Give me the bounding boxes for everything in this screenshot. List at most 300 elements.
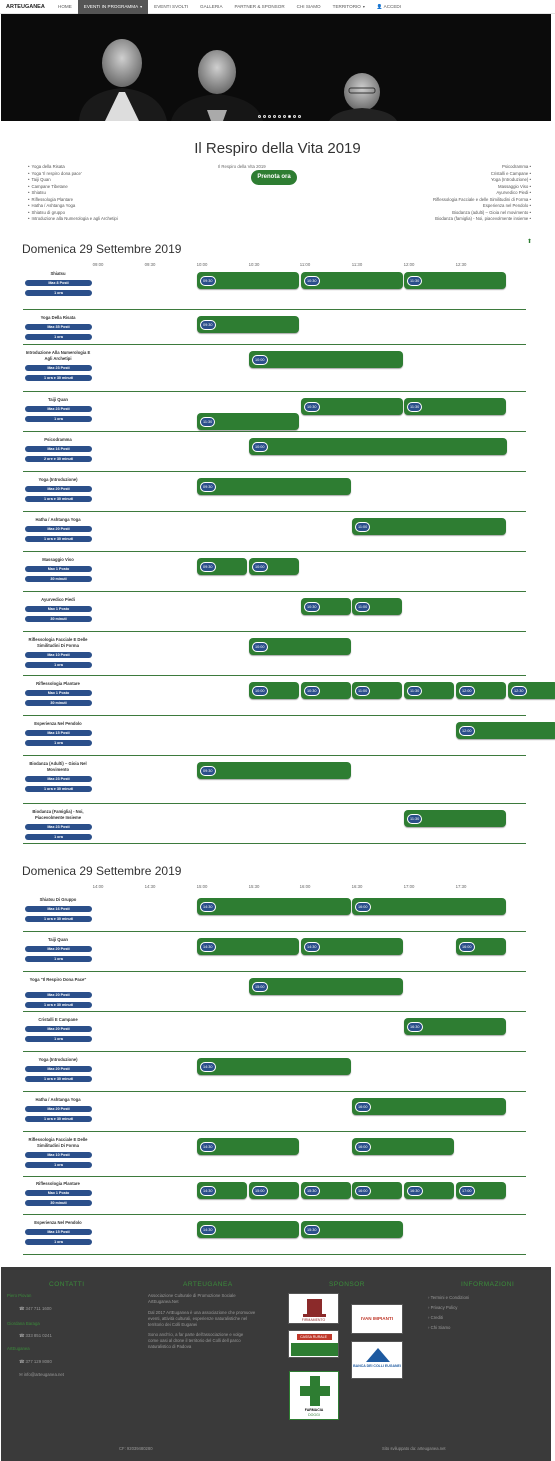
session-slot[interactable] [197,272,299,289]
about-line: Dal 2017 ArtEuganea è una associazione che promuove [148,1310,256,1315]
duration-badge: 30 minuti [25,616,92,622]
activity-row [23,345,526,392]
duration-badge: 2 ore e 30 minuti [25,456,92,462]
places-badge: Max 23 Posti [25,824,92,830]
session-time: 09:30 [200,482,216,492]
phone-icon: ☎ [19,1306,26,1311]
nav-label: PARTNER & SPONSOR [234,4,285,9]
hero-slider [1,14,551,121]
chevron-right-icon: › [428,1325,431,1330]
session-time: 12:30 [511,686,527,696]
session-slot[interactable] [249,682,299,699]
activity-link[interactable]: • Introduzione alla Numerologia e agli Archetipi [28,216,118,223]
session-slot[interactable] [197,1221,299,1238]
nav-item-1[interactable] [78,0,148,14]
page-title: Il Respiro della Vita 2019 [194,140,361,157]
places-badge: Max 1 Posto [25,1190,92,1196]
contact-text: 333 851 0241 [25,1333,52,1338]
activity-name: Riflessologia Plantare [36,1181,80,1186]
nav-label: CHI SIAMO [296,4,321,9]
places-badge: Max 1 Posto [25,690,92,696]
activity-row [23,804,526,844]
activity-row [23,592,526,632]
session-slot[interactable] [197,1182,247,1199]
session-time: 14:30 [200,1225,216,1235]
places-badge: Max 8 Posti [25,280,92,286]
activity-link[interactable]: • Yoga 'Il respiro dona pace' [28,171,118,178]
duration-badge: 1 ora [25,834,92,840]
session-time: 09:30 [200,276,216,286]
session-slot[interactable] [301,938,403,955]
activity-row [23,1012,526,1052]
session-time: 10:00 [252,442,268,452]
contact-line [19,1359,52,1365]
time-label: 09:30 [144,262,156,267]
footer-vat: CF: 92039480280 [119,1446,153,1451]
places-badge: Max 1 Posto [25,566,92,572]
places-badge: Max 20 Posti [25,486,92,492]
session-time: 15:00 [252,982,268,992]
activity-row [23,1092,526,1132]
session-time: 16:00 [355,1186,371,1196]
chevron-down-icon: ▾ [140,4,143,9]
session-time: 12:00 [459,726,475,736]
duration-badge: 30 minuti [25,700,92,706]
session-slot[interactable] [197,1138,299,1155]
session-slot[interactable] [301,1182,351,1199]
duration-badge: 1 ora [25,1239,92,1245]
time-label: 11:00 [299,262,311,267]
activity-name: Cristalli E Campane [38,1017,78,1022]
session-slot[interactable] [197,1058,351,1075]
about-line: naturalistico di Padova [148,1344,192,1349]
time-label: 10:30 [248,262,260,267]
activity-link[interactable]: • Campane Tibetane [28,184,118,191]
nav-item-7[interactable] [371,0,407,14]
activity-name: Biodanza (Famiglia) - Noi, Piacevolmente Insieme [32,809,84,820]
info-link-label: Termini e Condizioni [430,1295,470,1300]
activity-name: Massaggio Viso [42,557,74,562]
session-time: 11:00 [355,522,370,532]
session-time: 14:30 [200,942,216,952]
activity-name: Shiatsu [50,271,66,276]
session-slot[interactable] [404,272,506,289]
chevron-down-icon: ▾ [362,4,365,9]
session-time: 10:30 [304,686,320,696]
places-badge: Max 20 Posti [25,1026,92,1032]
chevron-right-icon: › [428,1315,431,1320]
nav-label: ACCEDI [383,4,402,9]
session-time: 14:30 [200,1062,216,1072]
activity-row [23,676,526,716]
about-line: ArtEuganea.Net [148,1299,179,1304]
sponsor-name: BANCA DEI COLLI EUGANEI [353,1364,401,1368]
contact-line [19,1333,52,1339]
activity-row [23,266,526,310]
time-label: 11:30 [351,262,363,267]
slider-dot[interactable] [288,115,291,118]
session-time: 15:00 [252,1186,268,1196]
time-label: 14:00 [92,884,104,889]
activity-link[interactable]: Massaggio Viso • [433,184,531,191]
activity-row [23,972,526,1012]
activity-link[interactable]: Psicodramma • [433,164,531,171]
activity-link[interactable]: Biodanza (famiglia) - Noi, piacevolmente insieme • [433,216,531,223]
session-time: 11:30 [200,417,215,427]
places-badge: Max 23 Posti [25,365,92,371]
duration-badge: 1 ora [25,662,92,668]
session-time: 11:00 [355,686,370,696]
time-label: 15:30 [248,884,260,889]
slider-dot[interactable] [298,115,301,118]
session-slot[interactable] [197,413,299,430]
activity-row [23,310,526,345]
activity-link[interactable]: Yoga (Introduzione) • [433,177,531,184]
slider-dot[interactable] [278,115,281,118]
time-axis [0,884,555,892]
session-slot[interactable] [197,478,351,495]
footer [1,1267,551,1461]
top-navbar [0,0,555,14]
contact-text: 377 129 8080 [25,1359,52,1364]
session-time: 09:30 [200,766,216,776]
activity-row [23,512,526,552]
nav-item-0[interactable] [52,0,78,14]
nav-item-4[interactable] [229,0,291,14]
activity-row [23,892,526,932]
session-time: 09:30 [200,562,216,572]
nav-label: EVENTI IN PROGRAMMA [83,4,139,9]
slider-dot[interactable] [268,115,271,118]
activity-name: Biodanza (Adulti) – Gioia Nel Movimento [29,761,87,772]
session-slot[interactable] [301,682,351,699]
phone-icon: ☎ [19,1333,26,1338]
session-time: 10:00 [252,355,268,365]
places-badge: Max 15 Posti [25,730,92,736]
sponsor-logo-4[interactable] [351,1341,403,1379]
activity-name: Riflessologia Facciale E Delle Similitudini Di Forma [28,637,88,648]
nav-item-6[interactable] [327,0,371,14]
footer-credits[interactable]: Sito sviluppato da: arteuganea.net [382,1446,446,1451]
session-time: 14:30 [200,902,216,912]
footer-sponsor-title: SPONSOR [329,1281,366,1288]
session-time: 16:00 [355,1102,371,1112]
activity-name: Taiji Quan [48,937,68,942]
session-time: 16:30 [407,1186,423,1196]
session-slot[interactable] [456,722,555,739]
session-slot[interactable] [352,1182,402,1199]
duration-badge: 1 ora [25,740,92,746]
chevron-right-icon: › [428,1295,431,1300]
activity-name: Ayurvedico Piedi [41,597,75,602]
session-slot[interactable] [352,682,402,699]
activity-link[interactable]: • Hatha / Ashtanga Yoga [28,203,118,210]
duration-badge: 1 ora [25,1036,92,1042]
activity-row [23,716,526,756]
contact-line: Giordana Baraga [7,1321,40,1326]
slider-dot[interactable] [258,115,261,118]
session-time: 11:30 [407,276,422,286]
activity-row [23,432,526,472]
contact-line[interactable] [19,1372,64,1378]
session-slot[interactable] [508,682,555,699]
places-badge: Max 20 Posti [25,992,92,998]
activity-name: Yoga (Introduzione) [38,477,78,482]
activity-link[interactable]: • Shiatsu [28,190,118,197]
sponsor-name: CASSA RURALE [300,1335,327,1339]
hero-image [1,14,551,121]
session-slot[interactable] [249,558,299,575]
session-slot[interactable] [456,1182,506,1199]
session-slot[interactable] [404,1182,454,1199]
duration-badge: 1 ora [25,416,92,422]
session-slot[interactable] [197,558,247,575]
user-icon: 👤 [376,4,384,9]
mail-icon: ✉ [19,1372,24,1377]
duration-badge: 1 ora e 30 minuti [25,1002,92,1008]
duration-badge: 30 minuti [25,576,92,582]
session-slot[interactable] [301,398,403,415]
activity-row [23,392,526,432]
activity-name: Esperienza Nel Pendolo [34,1220,82,1225]
time-label: 10:00 [196,262,208,267]
session-time: 10:00 [252,686,268,696]
contact-line: ArtEuganea [7,1346,30,1351]
sponsor-name: DOGGI [308,1413,320,1417]
slider-dot[interactable] [293,115,296,118]
session-time: 14:30 [200,1186,216,1196]
about-line: come oasi al drone il territorio del Colli dell parco [148,1338,241,1343]
session-time: 10:30 [304,276,320,286]
activity-row [23,1052,526,1092]
chevron-right-icon: › [428,1305,431,1310]
duration-badge: 30 minuti [25,1200,92,1206]
session-time: 10:00 [252,562,268,572]
session-slot[interactable] [456,682,506,699]
duration-badge: 1 ora e 30 minuti [25,786,92,792]
activity-link[interactable]: • Riflessologia Plantare [28,197,118,204]
session-slot[interactable] [197,898,351,915]
session-slot[interactable] [249,438,507,455]
duration-badge: 1 ora e 30 minuti [25,1116,92,1122]
info-link[interactable] [428,1305,457,1310]
activity-link[interactable]: Riflessologia Facciale e delle Similitudini di Forma • [433,197,531,204]
nav-item-3[interactable] [194,0,228,14]
event-tag: Il Respiro della Vita 2019 [218,164,266,169]
activity-name: Taiji Quan [48,397,68,402]
session-slot[interactable] [404,398,506,415]
duration-badge: 1 ora e 30 minuti [25,375,92,381]
time-label: 15:00 [196,884,208,889]
session-slot[interactable] [404,1018,506,1035]
activity-name: Yoga Della Risata [40,315,76,320]
session-slot[interactable] [301,1221,403,1238]
session-time: 10:30 [304,402,320,412]
activity-list-right [433,164,531,223]
sponsor-logo-1[interactable] [288,1293,339,1324]
session-slot[interactable] [352,1098,506,1115]
session-slot[interactable] [301,598,351,615]
duration-badge: 1 ora e 30 minuti [25,496,92,502]
places-badge: Max 16 Posti [25,906,92,912]
activity-row [23,1215,526,1255]
activity-link[interactable]: Ayurvedico Piedi • [433,190,531,197]
session-slot[interactable] [352,898,506,915]
session-slot[interactable] [197,316,299,333]
session-time: 09:30 [200,320,216,330]
activity-row [23,1176,526,1215]
contact-text: info@arteuganea.net [23,1372,64,1377]
time-label: 09:00 [92,262,104,267]
activity-row [23,756,526,804]
duration-badge: 1 ora e 30 minuti [25,1076,92,1082]
info-link-label: Crediti [430,1315,444,1320]
activity-row [23,1132,526,1177]
time-label: 14:30 [144,884,156,889]
time-label: 12:00 [403,262,415,267]
time-label: 12:30 [455,262,467,267]
slider-dot[interactable] [263,115,266,118]
info-link-label: Privacy Policy [430,1305,458,1310]
info-link-label: Chi Siamo [430,1325,451,1330]
nav-label: EVENTI SVOLTI [154,4,189,9]
sponsor-name: FIRMAMENTO [301,1318,326,1322]
slider-dot[interactable] [273,115,276,118]
footer-contacts-title: CONTATTI [49,1281,85,1288]
time-label: 17:00 [403,884,415,889]
nav-label: GALLERIA [200,4,223,9]
session-slot[interactable] [352,1138,454,1155]
activity-name: Yoga "Il Respiro Dona Pace" [29,977,87,982]
info-link[interactable] [428,1325,450,1330]
about-line: territorio dei Colli Euganei [148,1322,198,1327]
sponsor-name: FARMACIA [304,1408,324,1412]
session-time: 11:30 [407,402,422,412]
about-line: eventi, attività culturali, esperienze naturalistiche nel [148,1316,248,1321]
session-slot[interactable] [249,1182,299,1199]
phone-icon: ☎ [19,1359,26,1364]
places-badge: Max 10 Posti [25,1152,92,1158]
session-time: 11:30 [407,814,422,824]
activity-name: Psicodramma [44,437,72,442]
about-line: Associazione Culturale di Promozione Sociale [148,1293,236,1298]
session-time: 14:30 [200,1142,216,1152]
session-slot[interactable] [197,938,299,955]
session-slot[interactable] [404,682,454,699]
about-line: Sono anch'io, a far parte dell'associazione e volge [148,1332,244,1337]
nav-label: TERRITORIO [332,4,361,9]
activity-name: Shiatsu Di Gruppo [39,897,77,902]
places-badge: Max 20 Posti [25,1066,92,1072]
session-time: 11:30 [407,686,422,696]
session-time: 16:00 [459,942,475,952]
session-time: 10:30 [304,602,320,612]
time-label: 17:30 [455,884,467,889]
activity-link[interactable]: • Taiji Quan [28,177,118,184]
footer-info-title: INFORMAZIONI [461,1281,515,1288]
session-slot[interactable] [456,938,506,955]
slider-dots [258,115,301,118]
contact-line: Piero Piovan [7,1293,32,1298]
session-slot[interactable] [197,762,351,779]
activity-link[interactable]: Esperienza nel Pendolo • [433,203,531,210]
activity-name: Hatha / Ashtanga Yoga [35,517,81,522]
session-time: 15:30 [304,1186,320,1196]
session-slot[interactable] [249,351,403,368]
session-slot[interactable] [352,598,402,615]
brand-logo[interactable]: ARTEUGANEA [6,4,45,10]
session-slot[interactable] [352,518,506,535]
activity-name: Esperienza Nel Pendolo [34,721,82,726]
day-heading: Domenica 29 Settembre 2019 [22,242,182,256]
places-badge: Max 20 Posti [25,1106,92,1112]
session-time: 16:00 [355,902,371,912]
sponsor-logo-2[interactable] [351,1304,403,1334]
activity-name: Riflessologia Facciale E Delle Similitudini Di Forma [28,1137,88,1148]
activity-row [23,472,526,512]
session-slot[interactable] [301,272,403,289]
places-badge: Max 15 Posti [25,1229,92,1235]
info-link[interactable] [428,1295,469,1300]
session-time: 10:00 [252,642,268,652]
activity-row [23,552,526,592]
places-badge: Max 23 Posti [25,776,92,782]
activity-link[interactable]: Biodanza (adulti) – Gioia nel movimento • [433,210,531,217]
sponsor-logo-5[interactable] [289,1371,339,1420]
duration-badge: 1 ora [25,1162,92,1168]
slider-dot[interactable] [283,115,286,118]
time-label: 16:00 [299,884,311,889]
footer-about-title: ARTEUGANEA [183,1281,233,1288]
activity-name: Introduzione Alla Numerologia E Agli Archetipi [25,350,91,361]
duration-badge: 1 ora [25,334,92,340]
duration-badge: 1 ora e 30 minuti [25,536,92,542]
places-badge: Max 35 Posti [25,324,92,330]
nav-label: HOME [58,4,72,9]
places-badge: Max 23 Posti [25,406,92,412]
session-time: 15:30 [304,1225,320,1235]
duration-badge: 1 ora [25,290,92,296]
sponsor-logo-3[interactable] [288,1330,339,1358]
activity-name: Riflessologia Plantare [36,681,80,686]
activity-link[interactable]: • Shiatsu di gruppo [28,210,118,217]
places-badge: Max 16 Posti [25,446,92,452]
places-badge: Max 1 Posto [25,606,92,612]
activity-name: Hatha / Ashtanga Yoga [35,1097,81,1102]
sponsor-hills-icon [352,1342,404,1380]
session-time: 12:00 [459,686,475,696]
session-time: 16:00 [355,1142,371,1152]
contact-line [19,1306,52,1312]
nav-item-2[interactable] [148,0,194,14]
activity-link[interactable]: Cristalli e Campane • [433,171,531,178]
duration-badge: 1 ora e 30 minuti [25,916,92,922]
session-time: 14:30 [304,942,320,952]
session-slot[interactable] [249,638,351,655]
info-link[interactable] [428,1315,443,1320]
session-slot[interactable] [249,978,403,995]
nav-item-5[interactable] [291,0,327,14]
session-time: 16:30 [407,1022,423,1032]
places-badge: Max 20 Posti [25,526,92,532]
places-badge: Max 20 Posti [25,946,92,952]
scroll-up-icon[interactable]: ⬆ [527,239,533,245]
places-badge: Max 10 Posti [25,652,92,658]
activity-link[interactable]: • Yoga della Risata [28,164,118,171]
nav-menu [52,0,407,14]
session-slot[interactable] [404,810,506,827]
book-now-button[interactable]: Prenota ora [251,170,297,185]
